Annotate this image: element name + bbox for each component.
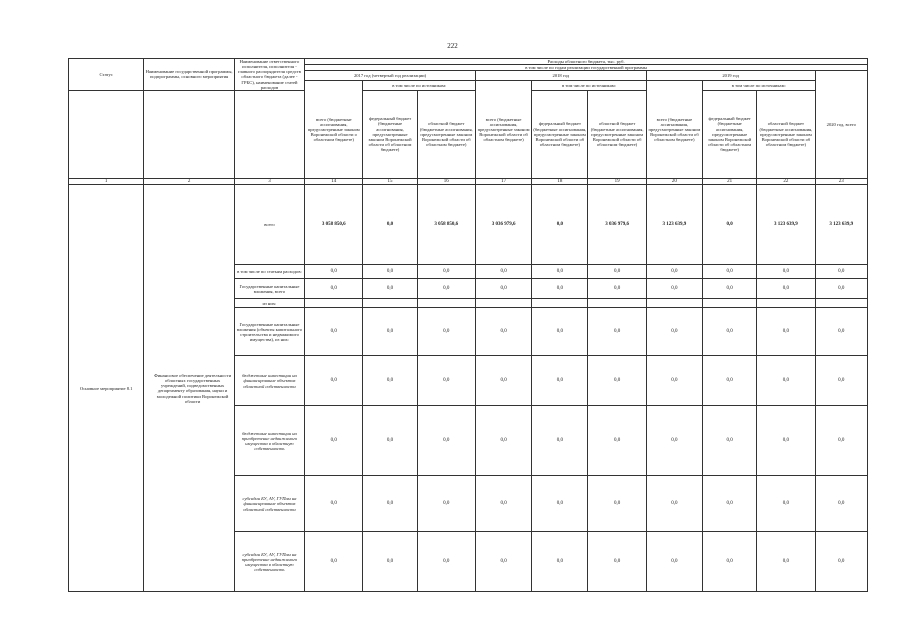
cell-value: 3 123 639,9 xyxy=(757,185,815,265)
cell-value: 0,0 xyxy=(363,356,417,406)
cell-value xyxy=(363,299,417,308)
column-number-0: 1 xyxy=(69,178,144,185)
page-number: 222 xyxy=(447,42,458,50)
cell-value: 0,0 xyxy=(532,532,588,592)
cell-value: 0,0 xyxy=(417,356,475,406)
cell-value xyxy=(475,299,531,308)
cell-value: 0,0 xyxy=(588,308,646,356)
cell-value xyxy=(646,299,702,308)
row-name: Финансовое обеспечение деятельности областных государственных учреждений, подведомственных департаменту образования, науки и молодежной политики Воронежской области xyxy=(144,185,234,592)
column-number-10: 21 xyxy=(703,178,757,185)
header-regional-2018: областной бюджет (бюджетные ассигнования, предусмотренные законом Воронежской области об областном бюджете) xyxy=(588,90,646,178)
cell-value: 0,0 xyxy=(417,265,475,279)
cell-value: 0,0 xyxy=(588,532,646,592)
cell-value: 0,0 xyxy=(475,279,531,299)
row-label: субсидии БУ, АУ, ГУПам на приобретение недвижимого имущества в областную собственность xyxy=(234,532,304,592)
cell-value: 0,0 xyxy=(757,356,815,406)
cell-value: 0,0 xyxy=(363,406,417,476)
cell-value: 0,0 xyxy=(646,476,702,532)
header-sources-2018: в том числе по источникам: xyxy=(532,81,647,91)
cell-value: 0,0 xyxy=(815,308,867,356)
column-number-2: 3 xyxy=(234,178,304,185)
row-label: всего xyxy=(234,185,304,265)
table-row xyxy=(69,185,868,265)
header-name: Наименование государственной программы, подпрограммы, основного мероприятия xyxy=(144,59,234,91)
budget-table xyxy=(68,58,868,592)
column-number-1: 2 xyxy=(144,178,234,185)
column-number-11: 22 xyxy=(757,178,815,185)
cell-value: 0,0 xyxy=(305,265,363,279)
cell-value: 0,0 xyxy=(815,406,867,476)
column-number-8: 19 xyxy=(588,178,646,185)
cell-value: 0,0 xyxy=(815,356,867,406)
cell-value: 0,0 xyxy=(417,406,475,476)
cell-value: 0,0 xyxy=(588,279,646,299)
column-number-4: 15 xyxy=(363,178,417,185)
cell-value: 0,0 xyxy=(703,308,757,356)
cell-value: 0,0 xyxy=(363,265,417,279)
cell-value: 3 123 639,9 xyxy=(815,185,867,265)
cell-value: 0,0 xyxy=(475,356,531,406)
cell-value: 0,0 xyxy=(646,532,702,592)
cell-value xyxy=(305,299,363,308)
cell-value: 0,0 xyxy=(417,532,475,592)
cell-value: 0,0 xyxy=(417,308,475,356)
header-status: Статус xyxy=(69,59,144,91)
column-number-7: 18 xyxy=(532,178,588,185)
row-status: Основное мероприятие 8.1 xyxy=(69,185,144,592)
header-row-5 xyxy=(69,90,868,178)
row-label: Государственные капитальные вложения, всего xyxy=(234,279,304,299)
header-executor: Наименование ответственного исполнителя, исполнителя - главного распорядителя средств областного бюджета (далее - ГРБС), наименование статей расходов xyxy=(234,59,304,91)
cell-value: 0,0 xyxy=(646,265,702,279)
cell-value: 0,0 xyxy=(475,476,531,532)
cell-value: 0,0 xyxy=(363,476,417,532)
cell-value: 0,0 xyxy=(646,406,702,476)
header-total-2017: всего (бюджетные ассигнования, предусмотренные законом Воронежской области о областном бюджете) xyxy=(305,81,363,179)
cell-value: 0,0 xyxy=(703,185,757,265)
cell-value: 0,0 xyxy=(646,308,702,356)
column-number-5: 16 xyxy=(417,178,475,185)
cell-value: 0,0 xyxy=(305,476,363,532)
cell-value: 3 123 639,9 xyxy=(646,185,702,265)
header-expenses: Расходы областного бюджета, тыс. руб. xyxy=(305,59,868,65)
cell-value: 0,0 xyxy=(815,476,867,532)
cell-value: 0,0 xyxy=(417,476,475,532)
column-number-row xyxy=(69,178,868,185)
cell-value xyxy=(815,299,867,308)
row-label: бюджетные инвестиции на приобретение недвижимого имущества в областную собственность xyxy=(234,406,304,476)
row-label: из них: xyxy=(234,299,304,308)
header-year-2017: 2017 год (четвертый год реализации) xyxy=(305,71,476,81)
cell-value: 0,0 xyxy=(363,532,417,592)
header-regional-2017: областной бюджет (бюджетные ассигнования, предусмотренные законом Воронежской области об областном бюджете) xyxy=(417,90,475,178)
cell-value: 0,0 xyxy=(305,406,363,476)
cell-value: 0,0 xyxy=(703,406,757,476)
cell-value: 0,0 xyxy=(757,279,815,299)
cell-value: 0,0 xyxy=(757,532,815,592)
column-number-9: 20 xyxy=(646,178,702,185)
cell-value: 0,0 xyxy=(815,265,867,279)
cell-value: 0,0 xyxy=(305,356,363,406)
cell-value: 0,0 xyxy=(703,532,757,592)
cell-value: 0,0 xyxy=(532,308,588,356)
column-number-6: 17 xyxy=(475,178,531,185)
header-total-2018: всего (бюджетные ассигнования, предусмотренные законом Воронежской области об областном бюджете) xyxy=(475,81,531,179)
cell-value: 0,0 xyxy=(588,265,646,279)
cell-value: 0,0 xyxy=(532,356,588,406)
cell-value: 0,0 xyxy=(475,308,531,356)
header-total-2019: всего (бюджетные ассигнования, предусмотренные законом Воронежской области об областном бюджете) xyxy=(646,81,702,179)
header-regional-2019: областной бюджет (бюджетные ассигнования, предусмотренные законом Воронежской области об областном бюджете) xyxy=(757,90,815,178)
header-total-2020: 2020 год, всего xyxy=(815,71,867,179)
cell-value: 0,0 xyxy=(815,279,867,299)
cell-value: 0,0 xyxy=(703,356,757,406)
cell-value: 0,0 xyxy=(363,308,417,356)
header-name-cont xyxy=(144,90,234,178)
row-label: в том числе по статьям расходов: xyxy=(234,265,304,279)
cell-value: 3 058 850,6 xyxy=(305,185,363,265)
row-label: бюджетные инвестиции на финансирование объектов областной собственности xyxy=(234,356,304,406)
cell-value xyxy=(532,299,588,308)
header-year-2018: 2018 год xyxy=(475,71,646,81)
cell-value: 0,0 xyxy=(588,356,646,406)
header-year-2019: 2019 год xyxy=(646,71,815,81)
cell-value: 0,0 xyxy=(703,265,757,279)
header-by-years: в том числе по годам реализации государственной программы xyxy=(305,65,868,71)
cell-value: 0,0 xyxy=(703,279,757,299)
cell-value xyxy=(417,299,475,308)
cell-value: 0,0 xyxy=(475,265,531,279)
cell-value: 3 036 979,6 xyxy=(475,185,531,265)
cell-value: 0,0 xyxy=(532,476,588,532)
row-label: субсидии БУ, АУ, ГУПам на финансирование объектов областной собственности xyxy=(234,476,304,532)
cell-value: 0,0 xyxy=(532,406,588,476)
cell-value: 0,0 xyxy=(532,185,588,265)
header-federal-2018: федеральный бюджет (бюджетные ассигнования, предусмотренные законом Воронежской области об областном бюджете) xyxy=(532,90,588,178)
cell-value: 0,0 xyxy=(815,532,867,592)
header-sources-2019: в том числе по источникам: xyxy=(703,81,816,91)
cell-value: 0,0 xyxy=(703,476,757,532)
cell-value: 0,0 xyxy=(475,532,531,592)
cell-value: 0,0 xyxy=(532,265,588,279)
cell-value xyxy=(757,299,815,308)
header-sources-2017: в том числе по источникам: xyxy=(363,81,476,91)
cell-value: 0,0 xyxy=(363,279,417,299)
cell-value: 3 058 850,6 xyxy=(417,185,475,265)
header-executor-cont xyxy=(234,90,304,178)
cell-value: 0,0 xyxy=(646,356,702,406)
cell-value: 0,0 xyxy=(305,532,363,592)
cell-value: 0,0 xyxy=(417,279,475,299)
cell-value: 3 036 979,6 xyxy=(588,185,646,265)
cell-value: 0,0 xyxy=(305,308,363,356)
header-status-cont xyxy=(69,90,144,178)
cell-value: 0,0 xyxy=(757,265,815,279)
row-label: Государственные капитальные вложения (объекты капитального строительства и недвижимого имущества), из них: xyxy=(234,308,304,356)
header-federal-2017: федеральный бюджет (бюджетные ассигнования, предусмотренные законом Воронежской области об областном бюджете) xyxy=(363,90,417,178)
header-federal-2019: федеральный бюджет (бюджетные ассигнования, предусмотренные законом Воронежской области об областном бюджете) xyxy=(703,90,757,178)
cell-value: 0,0 xyxy=(588,406,646,476)
cell-value: 0,0 xyxy=(757,476,815,532)
cell-value: 0,0 xyxy=(646,279,702,299)
column-number-3: 14 xyxy=(305,178,363,185)
cell-value xyxy=(588,299,646,308)
cell-value: 0,0 xyxy=(757,308,815,356)
cell-value xyxy=(703,299,757,308)
cell-value: 0,0 xyxy=(757,406,815,476)
cell-value: 0,0 xyxy=(305,279,363,299)
cell-value: 0,0 xyxy=(475,406,531,476)
column-number-12: 23 xyxy=(815,178,867,185)
cell-value: 0,0 xyxy=(588,476,646,532)
cell-value: 0,0 xyxy=(363,185,417,265)
cell-value: 0,0 xyxy=(532,279,588,299)
